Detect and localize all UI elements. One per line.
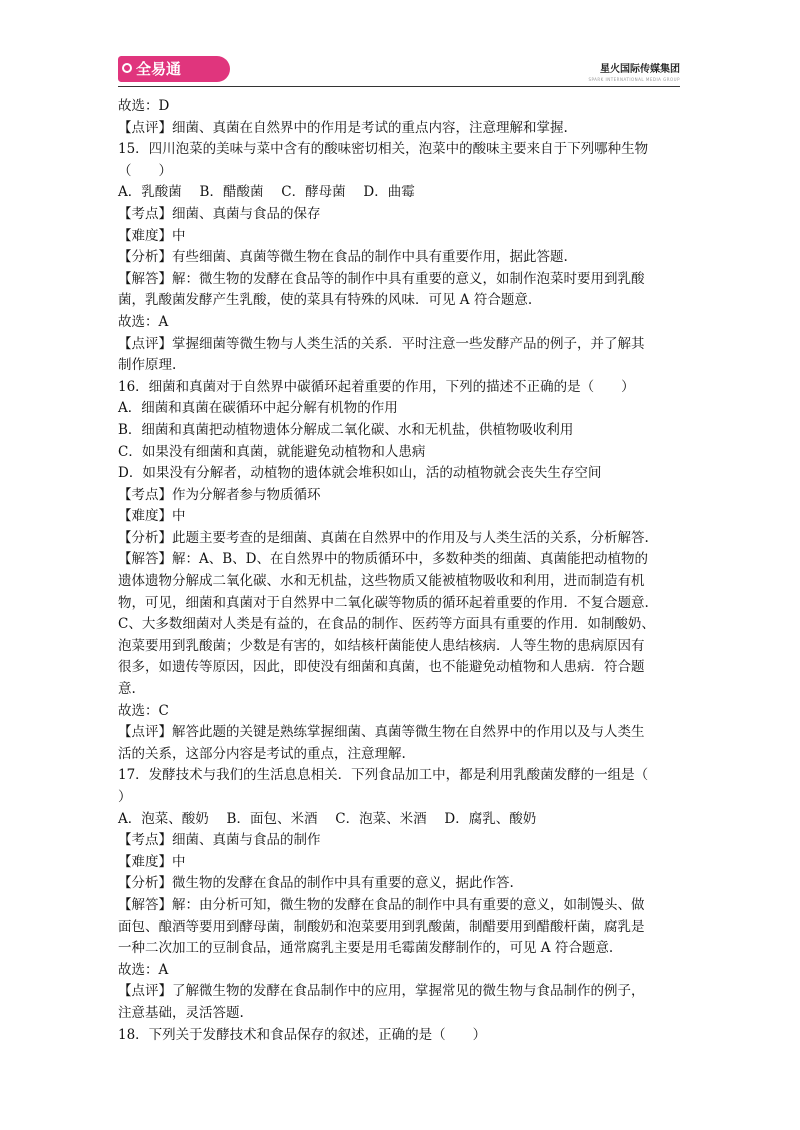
text-line: 【点评】细菌、真菌在自然界中的作用是考试的重点内容，注意理解和掌握. <box>118 119 568 136</box>
text-line: 意. <box>118 681 136 698</box>
text-line: 【考点】作为分解者参与物质循环 <box>118 486 321 503</box>
text-line: B．细菌和真菌把动植物遗体分解成二氧化碳、水和无机盐，供植物吸收利用 <box>118 421 574 438</box>
text-line: 制作原理. <box>118 357 177 374</box>
brand-name: 星火国际传媒集团 <box>600 64 680 75</box>
text-line: C．如果没有细菌和真菌，就能避免动植物和人患病 <box>118 443 426 460</box>
brand-block <box>588 60 680 82</box>
text-line: D．如果没有分解者，动植物的遗体就会堆积如山，活的动植物就会丧失生存空间 <box>118 465 602 482</box>
text-line: 故选：D <box>118 98 170 114</box>
text-line: 菌，乳酸菌发酵产生乳酸，使的菜具有特殊的风味．可见 A 符合题意. <box>118 292 533 309</box>
text-line: A．细菌和真菌在碳循环中起分解有机物的作用 <box>118 400 398 417</box>
text-line: 15．四川泡菜的美味与菜中含有的酸味密切相关，泡菜中的酸味主要来自于下列哪种生物 <box>118 141 649 158</box>
text-line: 【解答】解：由分析可知，微生物的发酵在食品的制作中具有重要的意义，如制馒头、做 <box>118 896 645 913</box>
text-line: 【考点】细菌、真菌与食品的制作 <box>118 832 321 849</box>
document-body <box>118 96 684 1046</box>
text-line: 泡菜要用到乳酸菌；少数是有害的，如结核杆菌能使人患结核病．人等生物的患病原因有 <box>118 637 645 654</box>
text-line: 很多，如遗传等原因，因此，即使没有细菌和真菌，也不能避免动植物和人患病．符合题 <box>118 659 645 676</box>
text-line: 【点评】了解微生物的发酵在食品制作中的应用，掌握常见的微生物与食品制作的例子， <box>118 983 645 1000</box>
text-line: 【解答】解：A、B、D、在自然界中的物质循环中，多数种类的细菌、真菌能把动植物的 <box>118 551 648 568</box>
text-line: （ ） <box>118 162 172 179</box>
text-line: 故选：C <box>118 702 169 719</box>
logo-icon <box>122 63 132 73</box>
text-line: 【分析】微生物的发酵在食品的制作中具有重要的意义，据此作答. <box>118 875 514 892</box>
brand-logo <box>118 56 230 82</box>
brand-name-english: SPARK INTERNATIONAL MEDIA GROUP <box>588 77 680 82</box>
text-line: A．泡菜、酸奶 B．面包、米酒 C．泡菜、米酒 D．腐乳、酸奶 <box>118 810 537 827</box>
text-line: 【难度】中 <box>118 508 186 525</box>
text-line: 【分析】此题主要考查的是细菌、真菌在自然界中的作用及与人类生活的关系，分析解答. <box>118 529 649 546</box>
text-line: 遗体遗物分解成二氧化碳、水和无机盐，这些物质又能被植物吸收和利用，进而制造有机 <box>118 573 645 590</box>
text-line: 物，可见，细菌和真菌对于自然界中二氧化碳等物质的循环起着重要的作用．不复合题意. <box>118 594 649 611</box>
text-line: 故选：A <box>118 313 169 330</box>
text-line: 注意基础，灵活答题. <box>118 1004 244 1021</box>
text-line: 【点评】掌握细菌等微生物与人类生活的关系．平时注意一些发酵产品的例子，并了解其 <box>118 335 645 352</box>
text-line: ） <box>118 789 132 805</box>
text-line: 【难度】中 <box>118 853 186 870</box>
text-line: 17．发酵技术与我们的生活息息相关．下列食品加工中，都是利用乳酸菌发酵的一组是（ <box>118 767 649 784</box>
text-line: 【考点】细菌、真菌与食品的保存 <box>118 205 321 222</box>
text-line: 故选：A <box>118 961 169 978</box>
text-line: C、大多数细菌对人类是有益的，在食品的制作、医药等方面具有重要的作用．如制酸奶、 <box>118 616 655 633</box>
text-line: 面包、酿酒等要用到酵母菌，制酸奶和泡菜要用到乳酸菌，制醋要用到醋酸杆菌，腐乳是 <box>118 918 645 935</box>
text-line: A．乳酸菌 B．醋酸菌 C．酵母菌 D．曲霉 <box>118 184 415 201</box>
text-line: 16．细菌和真菌对于自然界中碳循环起着重要的作用，下列的描述不正确的是（ ） <box>118 378 635 395</box>
text-line: 【难度】中 <box>118 227 186 244</box>
header-divider <box>118 86 680 87</box>
text-line: 【点评】解答此题的关键是熟练掌握细菌、真菌等微生物在自然界中的作用以及与人类生 <box>118 724 645 741</box>
text-line: 18．下列关于发酵技术和食品保存的叙述，正确的是（ ） <box>118 1026 487 1043</box>
text-line: 【分析】有些细菌、真菌等微生物在食品的制作中具有重要作用，据此答题. <box>118 249 568 266</box>
text-line: 一种二次加工的豆制食品，通常腐乳主要是用毛霉菌发酵制作的，可见 A 符合题意. <box>118 940 614 957</box>
logo-text: 全易通 <box>136 60 182 78</box>
page-header <box>118 54 680 88</box>
text-line: 活的关系，这部分内容是考试的重点，注意理解. <box>118 745 406 762</box>
text-line: 【解答】解：微生物的发酵在食品等的制作中具有重要的意义，如制作泡菜时要用到乳酸 <box>118 270 645 287</box>
